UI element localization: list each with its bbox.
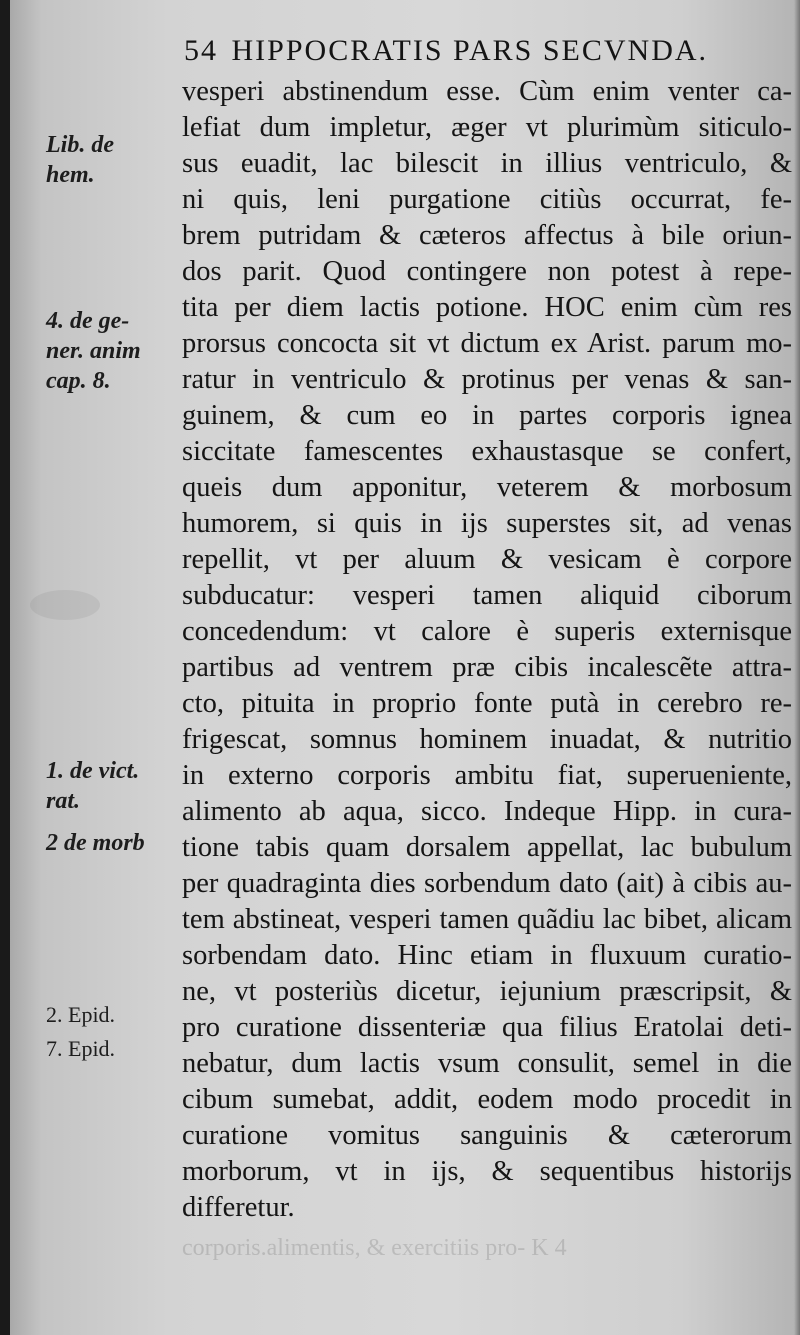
book-page	[10, 0, 800, 1335]
margin-note-line: ner. anim	[46, 338, 141, 364]
margin-note	[46, 130, 181, 190]
text-line: guinem, & cum eo in partes corporis ignea	[182, 400, 792, 431]
text-line: morborum, vt in ijs, & sequentibus historijs	[182, 1156, 792, 1187]
text-line: dos parit. Quod contingere non potest à repe-	[182, 256, 792, 287]
text-line: repellit, vt per aluum & vesicam è corpore	[182, 544, 792, 575]
margin-note	[46, 756, 181, 816]
running-header	[184, 34, 784, 74]
text-line: ne, vt posteriùs dicetur, iejunium præscripsit, &	[182, 976, 792, 1007]
text-line: sus euadit, lac bilescit in illius ventriculo, &	[182, 148, 792, 179]
margin-note-line: cap. 8.	[46, 368, 111, 394]
text-line: per quadraginta dies sorbendum dato (ait) à cibis au-	[182, 868, 792, 899]
text-line: differetur.	[182, 1192, 295, 1223]
margin-note-line: 7. Epid.	[46, 1036, 116, 1061]
text-line: frigescat, somnus hominem inuadat, & nutritio	[182, 724, 792, 755]
margin-note	[46, 828, 181, 858]
text-line: in externo corporis ambitu fiat, superueniente,	[182, 760, 792, 791]
text-line: tem abstineat, vesperi tamen quãdiu lac bibet, alicam	[182, 904, 792, 935]
paper-stain	[30, 590, 100, 620]
margin-note	[46, 1000, 181, 1030]
text-line: lefiat dum impletur, æger vt plurimùm siticulo-	[182, 112, 792, 143]
text-line: ni quis, leni purgatione citiùs occurrat, fe-	[182, 184, 792, 215]
margin-note-line: 1. de vict.	[46, 758, 140, 784]
bleed-through-text: corporis.alimentis, & exercitiis pro- K 4	[182, 1235, 567, 1261]
margin-note-line: rat.	[46, 788, 81, 814]
text-line: cibum sumebat, addit, eodem modo procedit in	[182, 1084, 792, 1115]
text-line: siccitate famescentes exhaustasque se confert,	[182, 436, 792, 467]
text-line: partibus ad ventrem præ cibis incalescẽte attra-	[182, 652, 792, 683]
text-line: alimento ab aqua, sicco. Indeque Hipp. in cura-	[182, 796, 792, 827]
margin-note-line: 4. de ge-	[46, 308, 130, 334]
text-line: subducatur: vesperi tamen aliquid ciborum	[182, 580, 792, 611]
text-line: ratur in ventriculo & protinus per venas & san-	[182, 364, 792, 395]
text-line: cto, pituita in proprio fonte putà in cerebro re-	[182, 688, 792, 719]
text-line: humorem, si quis in ijs superstes sit, ad venas	[182, 508, 792, 539]
text-line: prorsus concocta sit vt dictum ex Arist. parum mo-	[182, 328, 792, 359]
margin-note-line: Lib. de	[46, 132, 114, 158]
text-line: brem putridam & cæteros affectus à bile oriun-	[182, 220, 792, 251]
text-line: queis dum apponitur, veterem & morbosum	[182, 472, 792, 503]
text-line: curatione vomitus sanguinis & cæterorum	[182, 1120, 792, 1151]
margin-note	[46, 1034, 181, 1064]
text-line: tita per diem lactis potione. HOC enim cùm res	[182, 292, 792, 323]
margin-note	[46, 306, 181, 396]
page-number: 54	[184, 34, 218, 67]
text-line: nebatur, dum lactis vsum consulit, semel in die	[182, 1048, 792, 1079]
running-title: HIPPOCRATIS PARS SECVNDA.	[231, 34, 709, 67]
text-line: pro curatione dissenteriæ qua filius Eratolai deti-	[182, 1012, 792, 1043]
text-line: vesperi abstinendum esse. Cùm enim venter ca-	[182, 76, 792, 107]
text-line: tione tabis quam dorsalem appellat, lac bubulum	[182, 832, 792, 863]
margin-note-line: 2. Epid.	[46, 1002, 116, 1027]
text-line: concedendum: vt calore è superis externisque	[182, 616, 792, 647]
margin-note-line: 2 de morb	[46, 830, 145, 856]
margin-note-line: hem.	[46, 162, 95, 188]
text-line: sorbendam dato. Hinc etiam in fluxuum curatio-	[182, 940, 792, 971]
